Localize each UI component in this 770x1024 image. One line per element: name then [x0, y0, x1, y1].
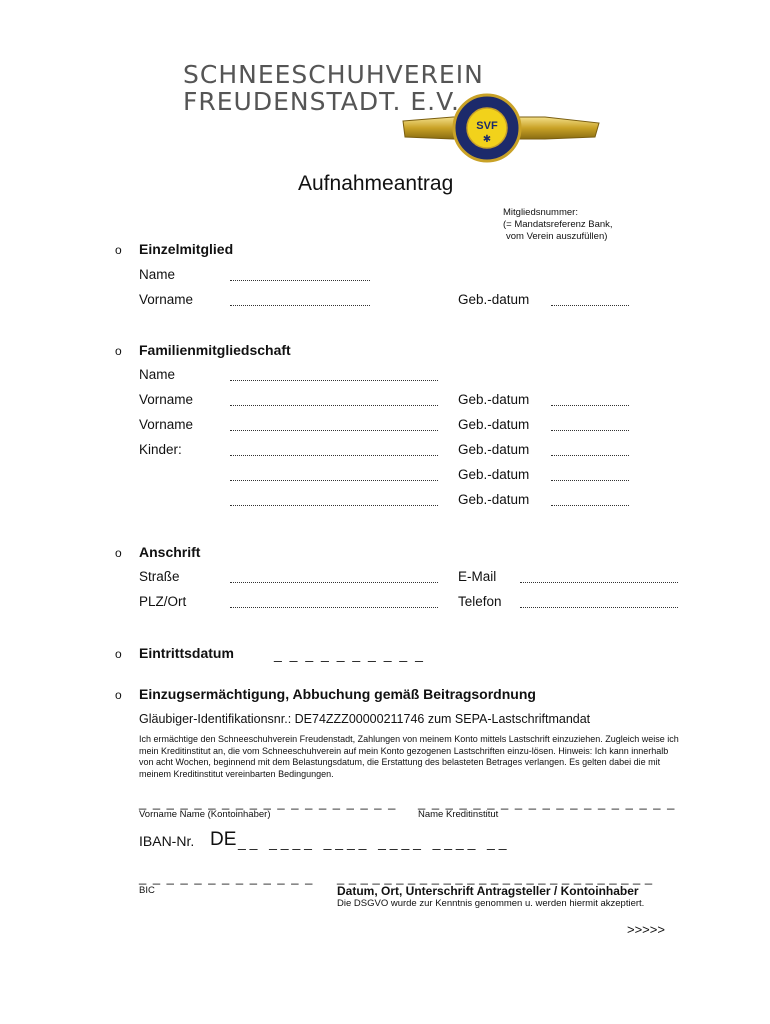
label-name: Name	[139, 267, 176, 282]
field-familie-geb-1[interactable]	[551, 405, 629, 406]
label-kinder: Kinder:	[139, 442, 182, 457]
label-iban: IBAN-Nr.	[139, 833, 195, 849]
label-vorname: Vorname	[139, 392, 194, 407]
field-kind-1[interactable]	[230, 455, 438, 456]
label-signature: Datum, Ort, Unterschrift Antragsteller / Kontoinhaber	[337, 884, 639, 898]
field-kind-geb-3[interactable]	[551, 505, 629, 506]
field-kind-geb-2[interactable]	[551, 480, 629, 481]
field-einzel-geb[interactable]	[551, 305, 629, 306]
member-note-3: vom Verein auszufüllen)	[506, 231, 608, 242]
field-signature[interactable]: _ _ _ _ _ _ _ _ _ _ _ _ _ _ _ _ _ _ _ _ _ _ _ _ _ _ _	[337, 870, 653, 885]
field-familie-geb-2[interactable]	[551, 430, 629, 431]
label-kontoinhaber: Vorname Name (Kontoinhaber)	[139, 809, 271, 820]
section-familienmitgliedschaft: Familienmitgliedschaft	[139, 342, 291, 358]
member-note-2: (= Mandatsreferenz Bank,	[503, 219, 613, 230]
member-note-1: Mitgliedsnummer:	[503, 207, 578, 218]
label-plz-ort: PLZ/Ort	[139, 594, 187, 609]
section-anschrift: Anschrift	[139, 544, 201, 560]
label-geb-datum: Geb.-datum	[458, 292, 530, 307]
field-kind-3[interactable]	[230, 505, 438, 506]
label-kreditinstitut: Name Kreditinstitut	[418, 809, 499, 820]
section-einzugsermaechtigung: Einzugsermächtigung, Abbuchung gemäß Beitragsordnung	[139, 686, 536, 702]
sepa-mandate-text: Ich ermächtige den Schneeschuhverein Freudenstadt, Zahlungen von meinem Konto mittels Lastschrift einzuziehen. Zugleich weise ich mein Kreditinstitut an, die vom Schneeschuhverein auf mein Konto gezogenen Lastschriften einzu-lösen. Hinweis: Ich kann innerhalb von acht Wochen, beginnend mit dem Belastungsdatum, die Erstattung des belasteten Betrages verlangen. Es gelten dabei die mit meinem Kreditinstitut vereinbarten Bedingungen.	[139, 734, 679, 779]
section-eintrittsdatum: Eintrittsdatum	[139, 645, 234, 661]
field-einzel-name[interactable]	[230, 280, 370, 281]
label-geb-datum: Geb.-datum	[458, 492, 530, 507]
label-bic: BIC	[139, 885, 155, 896]
field-kind-geb-1[interactable]	[551, 455, 629, 456]
field-email[interactable]	[520, 582, 678, 583]
dsgvo-note: Die DSGVO wurde zur Kenntnis genommen u. werden hiermit akzeptiert.	[337, 898, 645, 909]
field-plz-ort[interactable]	[230, 607, 438, 608]
label-email: E-Mail	[458, 569, 497, 584]
badge-text: SVF	[476, 120, 498, 132]
label-vorname: Vorname	[139, 292, 194, 307]
field-familie-name[interactable]	[230, 380, 438, 381]
badge-star-icon: ✱	[482, 134, 492, 145]
field-bic[interactable]: _ _ _ _ _ _ _ _ _ _ _ _ _	[139, 870, 314, 885]
label-geb-datum: Geb.-datum	[458, 392, 530, 407]
field-eintrittsdatum[interactable]: _ _ _ _ _ _ _ _ _ _	[274, 646, 425, 662]
section-einzelmitglied: Einzelmitglied	[139, 241, 234, 257]
logo-line-2: FREUDENSTADT. E.V.	[183, 87, 460, 116]
checkbox-einzelmitglied[interactable]: o	[115, 243, 122, 257]
glaeubiger-id: Gläubiger-Identifikationsnr.: DE74ZZZ00000211746 zum SEPA-Lastschriftmandat	[139, 712, 591, 726]
field-iban[interactable]: _ _ _ _ _ _ _ _ _ _ _ _ _ _ _ _ _ _ _ _	[238, 834, 507, 850]
page-title: Aufnahmeantrag	[298, 172, 454, 195]
field-strasse[interactable]	[230, 582, 438, 583]
label-strasse: Straße	[139, 569, 180, 584]
label-vorname: Vorname	[139, 417, 194, 432]
field-einzel-vorname[interactable]	[230, 305, 370, 306]
label-geb-datum: Geb.-datum	[458, 467, 530, 482]
field-kontoinhaber[interactable]: _ _ _ _ _ _ _ _ _ _ _ _ _ _ _ _ _ _ _	[139, 795, 397, 810]
field-familie-vorname-1[interactable]	[230, 405, 438, 406]
label-geb-datum: Geb.-datum	[458, 417, 530, 432]
checkbox-anschrift[interactable]: o	[115, 546, 122, 560]
club-badge-logo	[395, 93, 603, 163]
next-page-indicator: >>>>>	[627, 922, 665, 937]
label-geb-datum: Geb.-datum	[458, 442, 530, 457]
field-kreditinstitut[interactable]: _ _ _ _ _ _ _ _ _ _ _ _ _ _ _ _ _ _ _	[418, 795, 676, 810]
checkbox-sepa[interactable]: o	[115, 688, 122, 702]
label-name: Name	[139, 367, 176, 382]
checkbox-eintritt[interactable]: o	[115, 647, 122, 661]
iban-country: DE	[210, 829, 237, 850]
field-kind-2[interactable]	[230, 480, 438, 481]
field-familie-vorname-2[interactable]	[230, 430, 438, 431]
logo-line-1: SCHNEESCHUHVEREIN	[183, 60, 484, 89]
checkbox-familie[interactable]: o	[115, 344, 122, 358]
field-telefon[interactable]	[520, 607, 678, 608]
label-telefon: Telefon	[458, 594, 502, 609]
